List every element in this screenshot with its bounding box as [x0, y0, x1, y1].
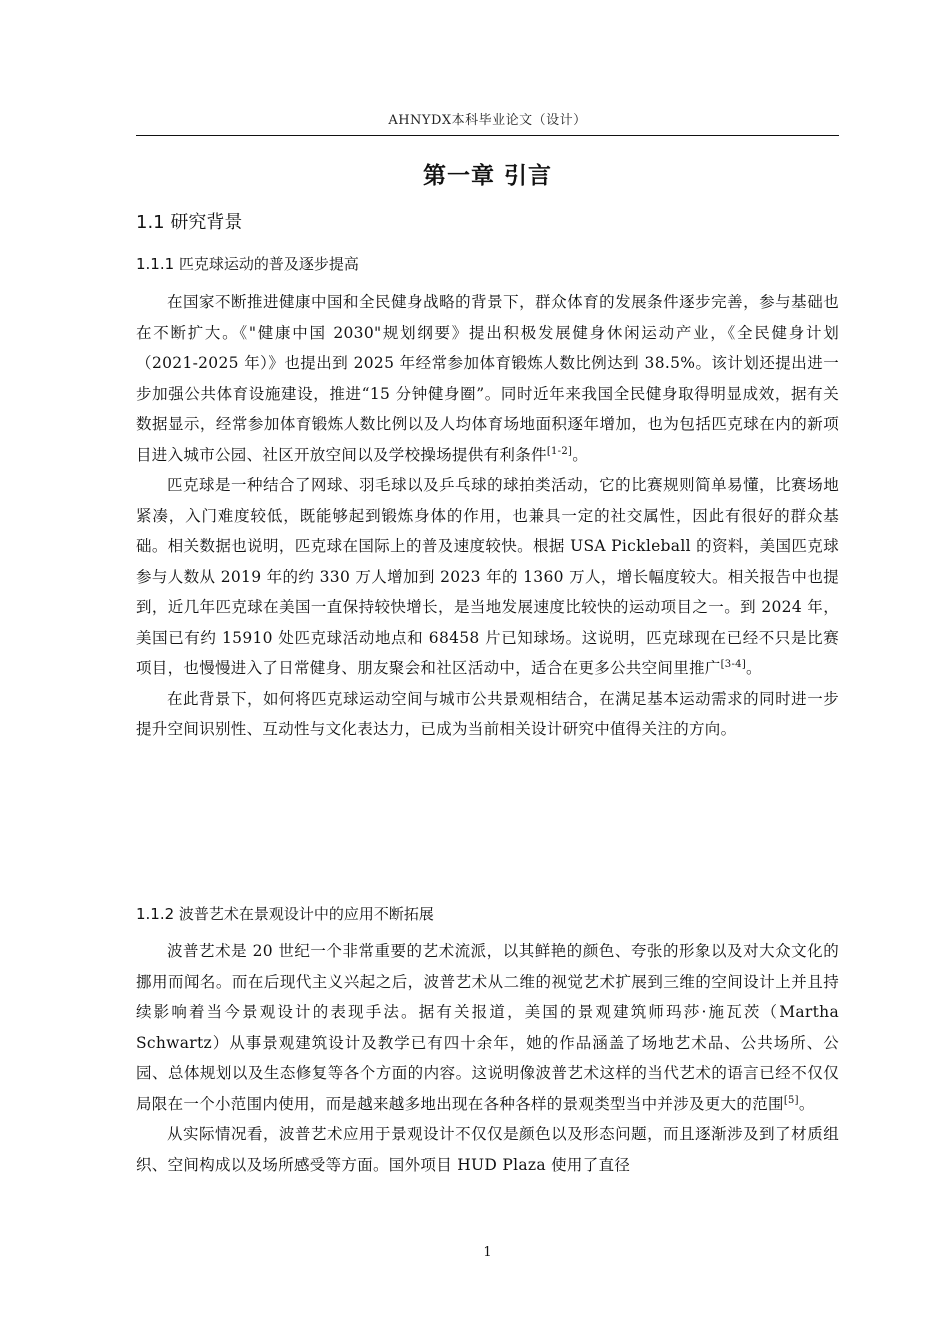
citation-marker: [1-2]: [546, 445, 573, 457]
paragraph-text: 从实际情况看，波普艺术应用于景观设计不仅仅是颜色以及形态问题，而且逐渐涉及到了材质组织、空间构成以及场所感受等方面。国外项目 HUD Plaza 使用了直径: [136, 1125, 839, 1174]
paragraph: [136, 287, 839, 470]
paragraph-end: 。: [572, 445, 589, 464]
paragraph-text: 波普艺术是 20 世纪一个非常重要的艺术流派，以其鲜艳的颜色、夸张的形象以及对大众文化的挪用而闻名。而在后现代主义兴起之后，波普艺术从二维的视觉艺术扩展到三维的空间设计上并且持续影响着当今景观设计的表现手法。据有关报道，美国的景观建筑师玛莎·施瓦茨（Martha Schwartz）从事景观建筑设计及教学已有四十余年，她的作品涵盖了场地艺术品、公共场所、公园、总体规划以及生态修复等各个方面的内容。这说明像波普艺术这样的当代艺术的语言已经不仅仅局限在一个小范围内使用，而是越来越多地出现在各种各样的景观类型当中并涉及更大的范围: [136, 942, 839, 1113]
section-heading-1-1: 1.1 研究背景: [136, 212, 243, 233]
paragraph: [136, 1119, 839, 1180]
paragraph-text: 在国家不断推进健康中国和全民健身战略的背景下，群众体育的发展条件逐步完善，参与基础也在不断扩大。《"健康中国 2030"规划纲要》提出积极发展健身休闲运动产业，《全民健身计划（2021-2025 年）》也提出到 2025 年经常参加体育锻炼人数比例达到 38.5%。该计划还提出进一步加强公共体育设施建设，推进“15 分钟健身圈”。同时近年来我国全民健身取得明显成效，据有关数据显示，经常参加体育锻炼人数比例以及人均体育场地面积逐年增加，也为包括匹克球在内的新项目进入城市公园、社区开放空间以及学校操场提供有利条件: [136, 293, 839, 464]
header-rule: [136, 135, 839, 136]
paragraph: [136, 470, 839, 684]
paragraph-text: 在此背景下，如何将匹克球运动空间与城市公共景观相结合，在满足基本运动需求的同时进一步提升空间识别性、互动性与文化表达力，已成为当前相关设计研究中值得关注的方向。: [136, 689, 839, 738]
subsection-heading-1-1-2: 1.1.2 波普艺术在景观设计中的应用不断拓展: [136, 905, 434, 923]
paragraph-end: 。: [746, 659, 762, 677]
paragraph: [136, 936, 839, 1119]
subsection-heading-1-1-1: 1.1.1 匹克球运动的普及逐步提高: [136, 255, 359, 273]
subsection-1-1-2-body: [136, 936, 839, 1180]
paragraph-text: 匹克球是一种结合了网球、羽毛球以及乒乓球的球拍类活动，它的比赛规则简单易懂，比赛场地紧凑，入门难度较低，既能够起到锻炼身体的作用，也兼具一定的社交属性，因此有很好的群众基础。相关数据也说明，匹克球在国际上的普及速度较快。根据 USA Pickleball 的资料，美国匹克球参与人数从 2019 年的约 330 万人增加到 2023 年的 1360 万人，增长幅度较大。相关报告中也提到，近几年匹克球在美国一直保持较快增长，是当地发展速度比较快的运动项目之一。到 2024 年，美国已有约 15910 处匹克球活动地点和 68458 片已知球场。这说明，匹克球现在已经不只是比赛项目，也慢慢进入了日常健身、朋友聚会和社区活动中，适合在更多公共空间里推广: [136, 476, 839, 677]
paragraph-end: 。: [798, 1094, 815, 1113]
running-header: AHNYDX本科毕业论文（设计）: [388, 113, 587, 128]
subsection-1-1-1-body: [136, 287, 839, 745]
paragraph: [136, 684, 839, 745]
page-number: 1: [483, 1245, 492, 1260]
citation-marker: [5]: [783, 1094, 799, 1106]
chapter-title: 第一章 引言: [422, 163, 552, 189]
citation-marker: [3-4]: [720, 658, 747, 670]
